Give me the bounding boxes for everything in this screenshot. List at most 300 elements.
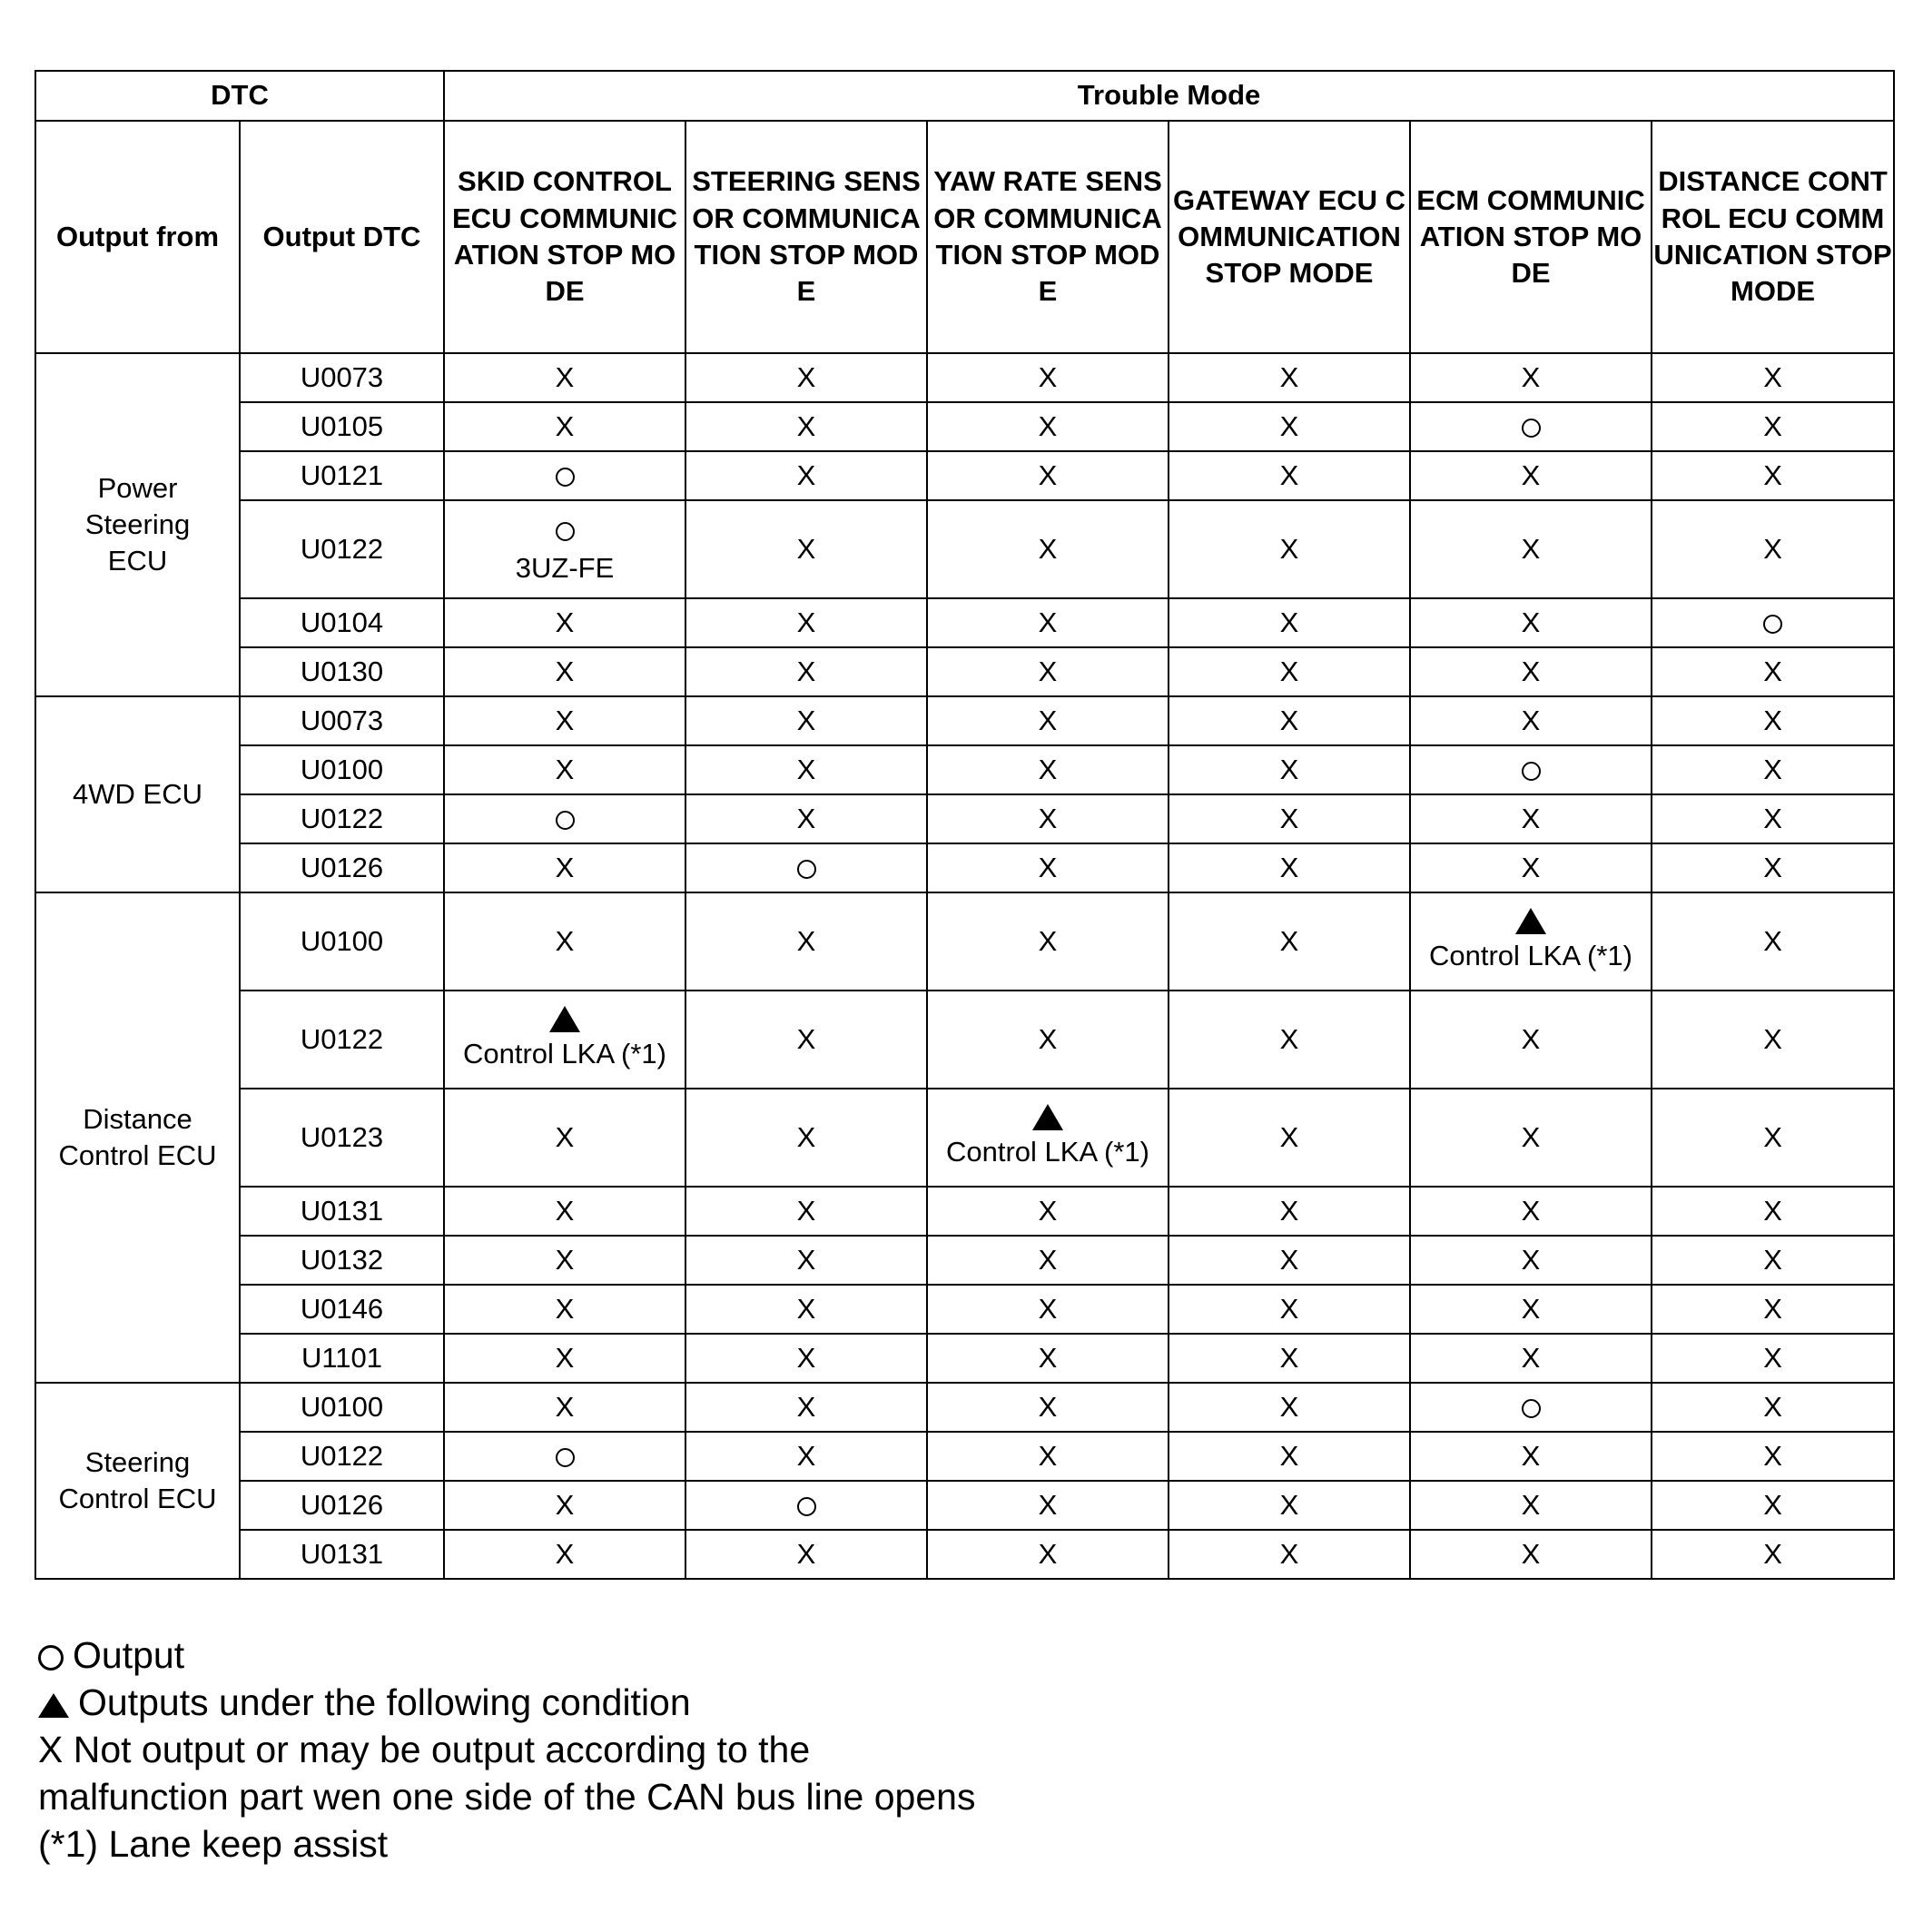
dtc-code-cell: U0104 [240,598,444,647]
dtc-code-cell: U0122 [240,991,444,1089]
mode-header-distance-control-ecu: DISTANCE CONTROL ECU COMMUNICATION STOP MODE [1652,121,1894,353]
mode-cell [1652,1236,1894,1285]
not-output-mark: X [1038,753,1058,785]
dtc-code-cell: U0123 [240,1089,444,1187]
dtc-code-cell: U0126 [240,1481,444,1530]
mode-cell [1410,1432,1652,1481]
table-row [35,1285,1894,1334]
dtc-code-cell: U0122 [240,1432,444,1481]
table-row [35,1481,1894,1530]
table-row [35,745,1894,794]
not-output-mark: X [1279,532,1299,565]
table-row [35,402,1894,451]
circle-icon [556,522,575,541]
mode-cell [444,1432,685,1481]
not-output-mark: X [555,655,575,687]
mode-cell [1410,402,1652,451]
mode-cell [685,1481,927,1530]
table-row [35,1530,1894,1579]
mode-cell [1410,794,1652,843]
mode-header-yaw-rate-sensor: YAW RATE SENSOR COMMUNICATION STOP MODE [927,121,1169,353]
not-output-mark: X [1763,532,1782,565]
mode-cell [444,745,685,794]
cell-note: Control LKA (*1) [463,1038,666,1070]
mode-cell [927,1383,1169,1432]
not-output-mark: X [1521,606,1541,638]
mode-cell [1169,1089,1410,1187]
mode-cell [685,353,927,402]
not-output-mark: X [1763,924,1782,957]
not-output-mark: X [796,753,816,785]
not-output-mark: X [1763,409,1782,442]
mode-cell [1652,892,1894,991]
mode-cell [927,1530,1169,1579]
not-output-mark: X [1279,802,1299,834]
mode-cell [1410,451,1652,500]
not-output-mark: X [796,1292,816,1325]
triangle-icon [549,1006,580,1032]
not-output-mark: X [796,360,816,393]
output-from-cell: Power Steering ECU [35,353,240,696]
mode-cell [444,598,685,647]
not-output-mark: X [1038,1390,1058,1423]
not-output-mark: X [1279,409,1299,442]
not-output-mark: X [1038,704,1058,736]
dtc-code-cell: U1101 [240,1334,444,1383]
output-from-cell: Steering Control ECU [35,1383,240,1579]
mode-cell [927,402,1169,451]
not-output-mark: X [1279,606,1299,638]
not-output-mark: X [1763,360,1782,393]
mode-cell [1652,696,1894,745]
mode-header-skid-control-ecu: SKID CONTROL ECU COMMUNICATION STOP MODE [444,121,685,353]
not-output-mark: X [555,753,575,785]
mode-cell [444,1383,685,1432]
mode-cell [685,794,927,843]
not-output-mark: X [1763,1243,1782,1276]
legend-not-output-text-1: X Not output or may be output according to the [38,1729,811,1770]
mode-cell [1652,991,1894,1089]
mode-cell [685,991,927,1089]
circle-icon [556,468,575,487]
not-output-mark: X [1038,655,1058,687]
not-output-mark: X [1279,360,1299,393]
mode-cell [1169,991,1410,1089]
not-output-mark: X [1038,1341,1058,1374]
table-row [35,353,1894,402]
table-row [35,451,1894,500]
dtc-code-cell: U0122 [240,794,444,843]
not-output-mark: X [1279,1022,1299,1055]
mode-cell [685,1236,927,1285]
not-output-mark: X [1279,1243,1299,1276]
not-output-mark: X [1038,1194,1058,1227]
mode-cell [927,647,1169,696]
not-output-mark: X [796,458,816,491]
not-output-mark: X [1038,851,1058,883]
table-row [35,843,1894,892]
mode-cell [685,892,927,991]
mode-cell [1652,500,1894,598]
output-dtc-header: Output DTC [240,121,444,353]
mode-cell [927,1236,1169,1285]
mode-cell [927,353,1169,402]
dtc-code-cell: U0100 [240,745,444,794]
not-output-mark: X [796,1341,816,1374]
not-output-mark: X [1038,1243,1058,1276]
not-output-mark: X [1279,1120,1299,1153]
mode-cell [927,1432,1169,1481]
mode-cell [1410,647,1652,696]
not-output-mark: X [1521,1194,1541,1227]
not-output-mark: X [1763,458,1782,491]
mode-cell [444,1334,685,1383]
mode-cell [1410,1236,1652,1285]
not-output-mark: X [1038,1537,1058,1570]
mode-cell [1410,745,1652,794]
table-row [35,991,1894,1089]
dtc-table [35,70,1895,1580]
mode-cell [685,1383,927,1432]
mode-cell [444,1285,685,1334]
not-output-mark: X [1763,1341,1782,1374]
table-row [35,1334,1894,1383]
dtc-code-cell: U0100 [240,1383,444,1432]
dtc-code-cell: U0073 [240,353,444,402]
mode-cell [444,1236,685,1285]
not-output-mark: X [555,1390,575,1423]
table-row [35,794,1894,843]
not-output-mark: X [1763,1537,1782,1570]
not-output-mark: X [1038,409,1058,442]
mode-cell [927,696,1169,745]
not-output-mark: X [555,1243,575,1276]
mode-cell [444,1187,685,1236]
mode-cell [685,843,927,892]
mode-cell [927,1334,1169,1383]
mode-cell [1169,402,1410,451]
not-output-mark: X [555,1537,575,1570]
cell-note: Control LKA (*1) [946,1136,1149,1168]
mode-cell [685,500,927,598]
not-output-mark: X [1038,360,1058,393]
not-output-mark: X [1521,532,1541,565]
table-row [35,696,1894,745]
mode-cell [1169,1530,1410,1579]
not-output-mark: X [1763,802,1782,834]
dtc-header: DTC [35,71,444,121]
mode-header-steering-sensor: STEERING SENSOR COMMUNICATION STOP MODE [685,121,927,353]
not-output-mark: X [796,1022,816,1055]
mode-cell [1410,353,1652,402]
mode-cell [444,647,685,696]
not-output-mark: X [1038,532,1058,565]
not-output-mark: X [1763,1390,1782,1423]
not-output-mark: X [1521,1292,1541,1325]
not-output-mark: X [1279,1439,1299,1472]
mode-cell [1169,696,1410,745]
mode-cell [444,843,685,892]
mode-cell [1169,1432,1410,1481]
mode-cell [1410,991,1652,1089]
mode-header-ecm: ECM COMMUNICATION STOP MODE [1410,121,1652,353]
legend-output-text: Output [73,1634,185,1676]
not-output-mark: X [1521,851,1541,883]
not-output-mark: X [1279,458,1299,491]
circle-icon [1522,762,1541,781]
not-output-mark: X [1038,802,1058,834]
table-row [35,598,1894,647]
not-output-mark: X [1279,1341,1299,1374]
mode-cell [927,451,1169,500]
table-row [35,647,1894,696]
not-output-mark: X [796,1194,816,1227]
dtc-code-cell: U0100 [240,892,444,991]
cell-note: 3UZ-FE [515,552,615,584]
mode-cell [1410,1334,1652,1383]
not-output-mark: X [555,851,575,883]
legend-footnote-text: (*1) Lane keep assist [38,1823,389,1865]
mode-cell [685,1432,927,1481]
mode-cell [927,1187,1169,1236]
mode-cell [1169,1334,1410,1383]
mode-cell [685,1334,927,1383]
mode-cell [1652,1432,1894,1481]
mode-cell [1410,696,1652,745]
mode-cell [1169,1481,1410,1530]
not-output-mark: X [555,1292,575,1325]
mode-cell [927,1089,1169,1187]
mode-cell [1410,1481,1652,1530]
mode-cell [927,991,1169,1089]
mode-cell [444,500,685,598]
mode-cell [685,1187,927,1236]
mode-cell [1410,598,1652,647]
table-row [35,1089,1894,1187]
not-output-mark: X [1279,753,1299,785]
not-output-mark: X [1038,1292,1058,1325]
not-output-mark: X [1279,1537,1299,1570]
mode-cell [1410,1089,1652,1187]
mode-cell [1652,1530,1894,1579]
not-output-mark: X [1521,1439,1541,1472]
mode-header-gateway-ecu: GATEWAY ECU COMMUNICATION STOP MODE [1169,121,1410,353]
not-output-mark: X [796,532,816,565]
not-output-mark: X [1763,753,1782,785]
dtc-code-cell: U0121 [240,451,444,500]
not-output-mark: X [796,1439,816,1472]
mode-cell [1169,500,1410,598]
dtc-code-cell: U0146 [240,1285,444,1334]
not-output-mark: X [1763,1022,1782,1055]
not-output-mark: X [555,1488,575,1521]
mode-cell [1652,745,1894,794]
not-output-mark: X [796,704,816,736]
mode-cell [927,500,1169,598]
circle-icon [38,1645,64,1671]
dtc-code-cell: U0122 [240,500,444,598]
mode-cell [1410,1383,1652,1432]
not-output-mark: X [555,409,575,442]
not-output-mark: X [1038,1022,1058,1055]
triangle-icon [1032,1104,1063,1130]
not-output-mark: X [555,606,575,638]
circle-icon [1763,615,1782,634]
mode-cell [1169,647,1410,696]
mode-cell [1169,451,1410,500]
not-output-mark: X [796,802,816,834]
not-output-mark: X [555,360,575,393]
not-output-mark: X [555,1341,575,1374]
mode-cell [1410,1285,1652,1334]
trouble-mode-header: Trouble Mode [444,71,1894,121]
not-output-mark: X [1763,1194,1782,1227]
not-output-mark: X [1279,655,1299,687]
mode-cell [1652,843,1894,892]
not-output-mark: X [1038,458,1058,491]
not-output-mark: X [1279,1488,1299,1521]
mode-cell [1169,1187,1410,1236]
not-output-mark: X [555,1120,575,1153]
not-output-mark: X [1038,924,1058,957]
mode-cell [1652,794,1894,843]
not-output-mark: X [1038,606,1058,638]
mode-cell [685,1285,927,1334]
not-output-mark: X [555,924,575,957]
mode-cell [685,647,927,696]
mode-cell [444,991,685,1089]
not-output-mark: X [796,1390,816,1423]
dtc-table-container [35,70,1895,1580]
mode-cell [927,892,1169,991]
mode-cell [1652,1334,1894,1383]
mode-cell [927,794,1169,843]
mode-cell [927,745,1169,794]
not-output-mark: X [796,1537,816,1570]
not-output-mark: X [1279,924,1299,957]
mode-cell [1169,353,1410,402]
mode-cell [1169,1383,1410,1432]
dtc-code-cell: U0105 [240,402,444,451]
not-output-mark: X [1521,1243,1541,1276]
not-output-mark: X [1038,1439,1058,1472]
not-output-mark: X [1763,1439,1782,1472]
mode-cell [444,892,685,991]
not-output-mark: X [1279,851,1299,883]
not-output-mark: X [1521,360,1541,393]
mode-cell [685,745,927,794]
dtc-code-cell: U0132 [240,1236,444,1285]
dtc-code-cell: U0131 [240,1530,444,1579]
not-output-mark: X [796,606,816,638]
mode-cell [1410,1187,1652,1236]
circle-icon [556,811,575,830]
not-output-mark: X [1521,1022,1541,1055]
dtc-code-cell: U0130 [240,647,444,696]
not-output-mark: X [555,704,575,736]
circle-icon [797,860,816,879]
not-output-mark: X [796,409,816,442]
mode-cell [1410,500,1652,598]
not-output-mark: X [1038,1488,1058,1521]
mode-cell [444,1530,685,1579]
mode-cell [1169,892,1410,991]
mode-cell [685,598,927,647]
not-output-mark: X [1763,704,1782,736]
mode-cell [1652,1187,1894,1236]
mode-cell [1410,843,1652,892]
mode-cell [1652,1285,1894,1334]
not-output-mark: X [796,1243,816,1276]
not-output-mark: X [1521,1120,1541,1153]
table-body [35,353,1894,1579]
legend-conditional-text: Outputs under the following condition [78,1681,691,1723]
not-output-mark: X [1521,1488,1541,1521]
output-from-cell: Distance Control ECU [35,892,240,1383]
mode-cell [444,402,685,451]
not-output-mark: X [1521,802,1541,834]
dtc-code-cell: U0126 [240,843,444,892]
mode-cell [1652,647,1894,696]
not-output-mark: X [1521,1341,1541,1374]
circle-icon [1522,1399,1541,1418]
mode-cell [1410,1530,1652,1579]
not-output-mark: X [1763,655,1782,687]
output-from-header: Output from [35,121,240,353]
mode-cell [685,696,927,745]
mode-cell [927,843,1169,892]
legend [38,1631,975,1868]
table-row [35,1383,1894,1432]
table-row [35,1432,1894,1481]
mode-cell [1652,451,1894,500]
table-row [35,892,1894,991]
circle-icon [556,1448,575,1467]
mode-cell [685,402,927,451]
not-output-mark: X [1763,1120,1782,1153]
mode-cell [1652,353,1894,402]
mode-cell [927,1481,1169,1530]
not-output-mark: X [796,924,816,957]
not-output-mark: X [1279,704,1299,736]
table-row [35,1187,1894,1236]
not-output-mark: X [1521,704,1541,736]
mode-cell [1169,1285,1410,1334]
not-output-mark: X [1279,1292,1299,1325]
mode-cell [1169,794,1410,843]
triangle-icon [38,1693,69,1718]
mode-cell [1169,1236,1410,1285]
mode-cell [927,598,1169,647]
mode-cell [444,794,685,843]
mode-cell [1169,843,1410,892]
mode-cell [444,696,685,745]
circle-icon [1522,419,1541,438]
legend-conditional-row [38,1679,975,1726]
table-row [35,1236,1894,1285]
mode-cell [685,1089,927,1187]
triangle-icon [1515,908,1546,934]
dtc-code-cell: U0073 [240,696,444,745]
mode-cell [1652,1383,1894,1432]
mode-cell [1652,598,1894,647]
mode-cell [1652,1481,1894,1530]
not-output-mark: X [555,1194,575,1227]
output-from-cell: 4WD ECU [35,696,240,892]
not-output-mark: X [796,655,816,687]
table-header [35,71,1894,353]
mode-cell [685,1530,927,1579]
